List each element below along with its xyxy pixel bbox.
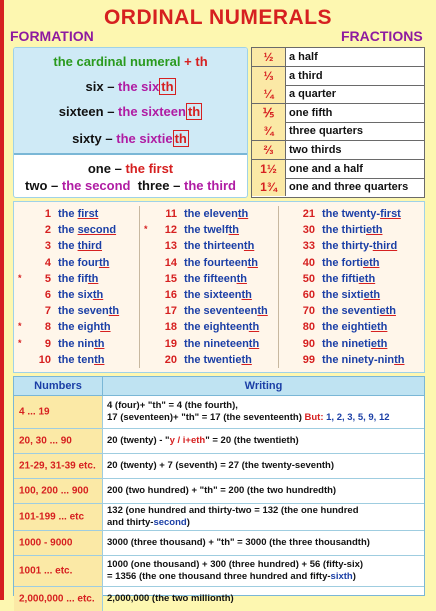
fractions-table	[251, 47, 425, 198]
ordinal-row	[27, 352, 136, 368]
example-suffix-box: th	[174, 131, 187, 146]
ordinal-row	[27, 206, 136, 222]
ordinal-stem: the seven	[58, 305, 109, 318]
example-ordinal: the sixteen	[118, 104, 186, 119]
writing-text: 200 (two hundred) + "th" = 200 (the two hundredth)	[107, 485, 337, 496]
ordinal-stem: the nineteen	[184, 337, 249, 350]
ordinal-suffix: th	[228, 224, 240, 237]
writing-row	[14, 556, 424, 587]
writing-line	[107, 559, 420, 571]
ordinal-suffix: eth	[358, 272, 376, 285]
ordinal-number: 20	[164, 353, 177, 366]
writing-cell	[107, 505, 420, 529]
ordinal-row	[291, 303, 422, 319]
ordinal-suffix: th	[100, 321, 111, 334]
ordinal-word	[322, 222, 383, 238]
ordinal-stem: the four	[58, 256, 99, 269]
formation-example-six	[14, 79, 247, 94]
ordinal-row	[153, 287, 276, 303]
fraction-row	[252, 85, 424, 104]
ordinal-stem: the eighti	[322, 321, 371, 334]
writing-text: 1000 (one thousand) + 300 (three hundred) + 56 (fifty-six)	[107, 559, 364, 570]
ordinal-suffix: eth	[370, 337, 388, 350]
ordinal-row	[27, 303, 136, 319]
numbers-cell	[14, 556, 103, 586]
ordinal-stem: the sixteen	[184, 289, 242, 301]
writing-text: )	[186, 517, 190, 528]
irregular-marker: *	[18, 272, 22, 283]
ordinal-number: 3	[44, 240, 51, 253]
ordinal-number: 40	[302, 256, 315, 269]
formation-heading: FORMATION	[10, 28, 94, 44]
writing-line	[107, 537, 420, 549]
ordinal-stem: the ten	[58, 353, 95, 366]
ordinal-number: 15	[164, 272, 177, 285]
ordinal-row	[18, 319, 136, 335]
writing-line	[107, 571, 420, 583]
ordinal-stem: the twelf	[184, 224, 229, 237]
ordinal-row	[27, 222, 136, 238]
ordinal-row	[153, 206, 276, 222]
ordinal-word	[322, 303, 396, 319]
ordinal-suffix: th	[247, 256, 258, 269]
ordinal-word	[184, 222, 239, 238]
fraction-row	[252, 141, 424, 160]
example-suffix-box: th	[161, 79, 174, 94]
writing-text: 2,000,000 (the two millionth)	[107, 593, 234, 604]
example-suffix-box: th	[187, 104, 201, 119]
writing-row	[14, 504, 424, 531]
ordinals-column-2	[144, 202, 276, 372]
fraction-symbol: ½	[252, 48, 286, 66]
ordinal-row	[144, 222, 276, 238]
ordinal-suffix: th	[243, 240, 255, 253]
ordinal-row	[153, 255, 276, 271]
ordinal-row	[291, 222, 422, 238]
ordinal-number: 2	[44, 224, 51, 237]
ordinal-word	[58, 352, 104, 368]
ordinal-stem: the twentie	[184, 353, 242, 366]
writing-text: y / i+eth	[169, 435, 206, 446]
writing-line	[107, 435, 420, 447]
formation-divider	[14, 153, 247, 155]
writing-text: 20 (twenty) + 7 (seventh) = 27 (the twenty-seventh)	[107, 460, 335, 471]
irregular-marker: *	[144, 224, 148, 235]
writing-text: second	[153, 517, 187, 528]
ordinal-suffix: th	[236, 272, 247, 285]
ordinal-word	[184, 319, 259, 335]
ordinal-row	[27, 238, 136, 254]
ordinal-word	[184, 352, 252, 368]
ordinal-number: 30	[302, 224, 315, 237]
ordinal-word	[58, 319, 111, 335]
ordinal-suffix: th	[108, 305, 120, 318]
example-cardinal: sixty	[72, 131, 102, 146]
exception-second-third	[14, 178, 247, 193]
ordinal-suffix: th	[92, 289, 104, 301]
numbers-cell	[14, 429, 103, 453]
numbers-cell	[14, 587, 103, 611]
ordinal-word	[184, 336, 259, 352]
writing-row	[14, 479, 424, 504]
ordinal-row	[291, 271, 422, 287]
ordinal-number: 14	[164, 256, 177, 269]
ordinal-word	[322, 319, 387, 335]
ordinal-number: 21	[302, 208, 315, 220]
numbers-header: Numbers	[14, 377, 103, 396]
ordinal-word	[322, 271, 375, 287]
ordinal-suffix: th	[87, 272, 99, 285]
ordinal-row	[27, 255, 136, 271]
fraction-row	[252, 104, 424, 123]
ordinal-stem: the sixti	[322, 289, 364, 301]
ordinal-stem: the thirti	[322, 224, 366, 237]
ordinal-number: 6	[44, 289, 51, 301]
ordinal-word	[58, 206, 98, 222]
red-edge-stripe	[0, 0, 4, 600]
numbers-cell	[14, 531, 103, 555]
writing-text: sixth	[330, 571, 353, 582]
ordinal-row	[291, 336, 422, 352]
ordinal-number: 11	[165, 208, 177, 220]
ordinal-number: 7	[44, 305, 51, 318]
fraction-symbol: ⅓	[252, 67, 286, 85]
rule-suffix: th	[195, 54, 208, 69]
writing-cell	[107, 400, 420, 424]
exception-cardinal: two –	[25, 178, 59, 193]
ordinal-suffix: eth	[379, 305, 396, 318]
ordinal-word	[184, 255, 258, 271]
writing-cell	[107, 593, 420, 605]
ordinal-word	[322, 352, 405, 368]
writing-line	[107, 400, 420, 412]
ordinal-stem: the twenty-	[322, 208, 381, 220]
ordinals-column-3	[282, 202, 422, 372]
ordinal-suffix: th	[394, 353, 405, 366]
ordinal-row	[291, 319, 422, 335]
example-ordinal: the sixtie	[116, 131, 173, 146]
ordinal-number: 1	[44, 208, 51, 220]
ordinal-word	[322, 287, 380, 303]
ordinal-row	[291, 352, 422, 368]
ordinal-stem: the fourteen	[184, 256, 248, 269]
writing-row	[14, 587, 424, 611]
fraction-name: a third	[289, 69, 323, 82]
ordinal-suffix: eth	[363, 289, 381, 301]
ordinal-number: 19	[164, 337, 177, 350]
formation-example-sixteen	[14, 104, 247, 119]
ordinal-row	[153, 238, 276, 254]
column-divider	[278, 206, 279, 368]
fraction-row	[252, 122, 424, 141]
fraction-symbol: 1¾	[252, 178, 286, 196]
writing-line	[107, 593, 420, 605]
ordinal-word	[184, 238, 254, 254]
fractions-heading: FRACTIONS	[341, 28, 423, 44]
writing-line	[107, 412, 420, 424]
ordinal-suffix: second	[77, 224, 117, 237]
ordinal-row	[153, 271, 276, 287]
numbers-label: 101-199 ... etc	[19, 511, 85, 523]
ordinals-column-1	[18, 202, 136, 372]
ordinal-stem: the seventi	[322, 305, 380, 318]
ordinal-row	[291, 238, 422, 254]
writing-text: But:	[304, 412, 324, 423]
writing-text: = 1356 (the one thousand three hundred and fifty-	[107, 571, 331, 582]
ordinal-suffix: th	[241, 289, 252, 301]
ordinal-word	[184, 206, 248, 222]
ordinal-row	[291, 287, 422, 303]
writing-line	[107, 460, 420, 472]
ordinal-word	[58, 238, 102, 254]
writing-text: 4 (four)+ "th" = 4 (the fourth),	[107, 400, 238, 411]
writing-text: )	[352, 571, 356, 582]
ordinal-number: 8	[44, 321, 51, 334]
ordinal-word	[184, 303, 268, 319]
fraction-symbol: 1½	[252, 160, 286, 178]
writing-cell	[107, 435, 420, 447]
fraction-name: two thirds	[289, 144, 342, 156]
writing-table	[13, 376, 425, 605]
ordinal-word	[58, 303, 119, 319]
ordinal-number: 4	[44, 256, 51, 269]
writing-text: " = 20 (the twentieth)	[205, 435, 299, 446]
example-dash: –	[107, 104, 115, 119]
numbers-label: 1000 - 9000	[19, 537, 73, 549]
exception-ordinal: the second	[61, 178, 131, 193]
ordinal-suffix: first	[77, 208, 99, 220]
ordinal-number: 17	[164, 305, 177, 318]
ordinal-row	[153, 352, 276, 368]
writing-row	[14, 454, 424, 479]
numbers-label: 2,000,000 ... etc.	[19, 593, 95, 605]
ordinal-stem: the nin	[58, 337, 95, 350]
fraction-name: one and three quarters	[289, 181, 409, 194]
ordinal-suffix: th	[94, 337, 105, 350]
ordinal-suffix: third	[77, 240, 103, 253]
ordinal-number: 50	[302, 272, 315, 285]
writing-header: Writing	[103, 377, 424, 396]
numbers-label: 100, 200 ... 900	[19, 485, 89, 497]
writing-cell	[107, 460, 420, 472]
numbers-cell	[14, 479, 103, 503]
page-title: ORDINAL NUMERALS	[103, 6, 333, 29]
irregular-marker: *	[18, 321, 22, 332]
ordinal-suffix: th	[248, 337, 260, 350]
ordinal-suffix: th	[241, 353, 252, 366]
formation-panel	[13, 47, 248, 198]
ordinal-word	[322, 255, 379, 271]
ordinal-row	[291, 255, 422, 271]
fraction-name: a quarter	[289, 88, 337, 101]
ordinal-stem: the fifteen	[184, 272, 237, 285]
ordinal-suffix: th	[237, 208, 249, 220]
formation-rule	[14, 54, 247, 69]
column-divider	[139, 206, 140, 368]
ordinal-suffix: th	[94, 353, 105, 366]
ordinal-row	[153, 303, 276, 319]
formation-example-sixty	[14, 131, 247, 146]
ordinal-row	[153, 336, 276, 352]
fraction-symbol: ¼	[252, 85, 286, 103]
example-dash: –	[105, 131, 113, 146]
ordinal-stem: the fif	[58, 272, 88, 285]
ordinal-row	[291, 206, 422, 222]
ordinal-number: 70	[302, 305, 315, 318]
writing-row	[14, 396, 424, 429]
numbers-label: 20, 30 ... 90	[19, 435, 72, 447]
ordinal-word	[58, 287, 103, 303]
rule-plus: +	[184, 54, 192, 69]
ordinal-word	[58, 336, 104, 352]
numbers-cell	[14, 454, 103, 478]
rule-cardinal-text: the cardinal numeral	[53, 54, 181, 69]
fraction-row	[252, 48, 424, 67]
ordinal-row	[153, 319, 276, 335]
ordinal-stem: the ninety-nin	[322, 353, 395, 366]
ordinal-number: 99	[302, 353, 315, 366]
ordinal-stem: the six	[58, 289, 93, 301]
fraction-symbol: ⅔	[252, 141, 286, 159]
writing-text: 3000 (three thousand) + "th" = 3000 (the three thousandth)	[107, 537, 370, 548]
ordinal-stem: the thirty-	[322, 240, 373, 253]
ordinal-suffix: eth	[362, 256, 380, 269]
fraction-symbol: ⅕	[252, 104, 286, 122]
writing-text: 1, 2, 3, 5, 9, 12	[323, 412, 390, 423]
exception-cardinal: one –	[87, 161, 122, 176]
writing-cell	[107, 537, 420, 549]
ordinal-number: 18	[164, 321, 177, 334]
ordinal-suffix: eth	[366, 224, 383, 237]
ordinal-word	[322, 336, 387, 352]
ordinal-word	[322, 206, 401, 222]
writing-row	[14, 429, 424, 454]
ordinal-stem: the eleven	[184, 208, 238, 220]
writing-line	[107, 505, 420, 517]
ordinal-number: 10	[38, 353, 51, 366]
ordinal-stem: the	[58, 208, 78, 220]
ordinal-number: 60	[302, 289, 315, 301]
ordinal-suffix: first	[380, 208, 401, 220]
ordinal-suffix: th	[257, 305, 268, 318]
ordinal-stem: the eigh	[58, 321, 101, 334]
exception-first	[14, 161, 247, 176]
ordinals-panel	[13, 201, 425, 373]
ordinal-number: 16	[164, 289, 177, 301]
ordinal-number: 9	[44, 337, 51, 350]
ordinal-stem: the eighteen	[184, 321, 249, 334]
ordinal-row	[18, 271, 136, 287]
ordinal-stem: the	[58, 224, 78, 237]
writing-cell	[107, 485, 420, 497]
fraction-name: one and a half	[289, 162, 363, 175]
fraction-row	[252, 160, 424, 179]
fraction-name: one fifth	[289, 106, 333, 119]
ordinal-row	[27, 287, 136, 303]
ordinal-word	[58, 255, 109, 271]
example-ordinal: the six	[118, 79, 160, 94]
fraction-row	[252, 178, 424, 196]
ordinal-number: 33	[302, 240, 315, 253]
fraction-row	[252, 67, 424, 86]
ordinal-stem: the thirteen	[184, 240, 244, 253]
ordinal-stem: the	[58, 240, 78, 253]
writing-line	[107, 517, 420, 529]
ordinal-word	[58, 271, 98, 287]
fraction-name: a half	[289, 51, 318, 63]
numbers-label: 1001 ... etc.	[19, 565, 73, 577]
writing-text: 17 (seventeen)+ "th" = 17 (the seventeenth)	[107, 412, 305, 423]
ordinal-suffix: th	[248, 321, 260, 334]
numbers-label: 4 ... 19	[19, 406, 50, 418]
writing-text: 132 (one hundred and thirty-two = 132 (the one hundred	[107, 505, 359, 516]
writing-text: 20 (twenty) - "	[107, 435, 170, 446]
ordinal-stem: the nineti	[322, 337, 371, 350]
ordinal-number: 13	[164, 240, 177, 253]
writing-text: and thirty-	[107, 517, 154, 528]
ordinal-row	[18, 336, 136, 352]
exception-ordinal: the third	[183, 178, 236, 193]
ordinal-number: 12	[164, 224, 177, 237]
ordinal-number: 80	[302, 321, 315, 334]
example-cardinal: six	[85, 79, 104, 94]
fraction-symbol: ¾	[252, 122, 286, 140]
writing-cell	[107, 559, 420, 583]
ordinal-number: 5	[44, 272, 51, 285]
ordinal-word	[184, 287, 252, 303]
numbers-label: 21-29, 31-39 etc.	[19, 460, 96, 472]
ordinal-word	[184, 271, 247, 287]
fraction-name: three quarters	[289, 125, 363, 138]
ordinal-number: 90	[302, 337, 315, 350]
ordinal-word	[58, 222, 116, 238]
example-dash: –	[107, 79, 115, 94]
ordinal-stem: the forti	[322, 256, 363, 269]
writing-line	[107, 485, 420, 497]
ordinal-suffix: eth	[370, 321, 388, 334]
irregular-marker: *	[18, 337, 22, 348]
writing-row	[14, 531, 424, 556]
ordinal-suffix: th	[98, 256, 110, 269]
ordinal-suffix: third	[372, 240, 398, 253]
ordinal-stem: the seventeen	[184, 305, 258, 318]
numbers-cell	[14, 504, 103, 530]
exception-ordinal: the first	[125, 161, 174, 176]
exception-cardinal: three –	[137, 178, 181, 193]
ordinal-word	[322, 238, 397, 254]
ordinal-stem: the fifti	[322, 272, 359, 285]
numbers-cell	[14, 396, 103, 428]
example-cardinal: sixteen	[58, 104, 104, 119]
